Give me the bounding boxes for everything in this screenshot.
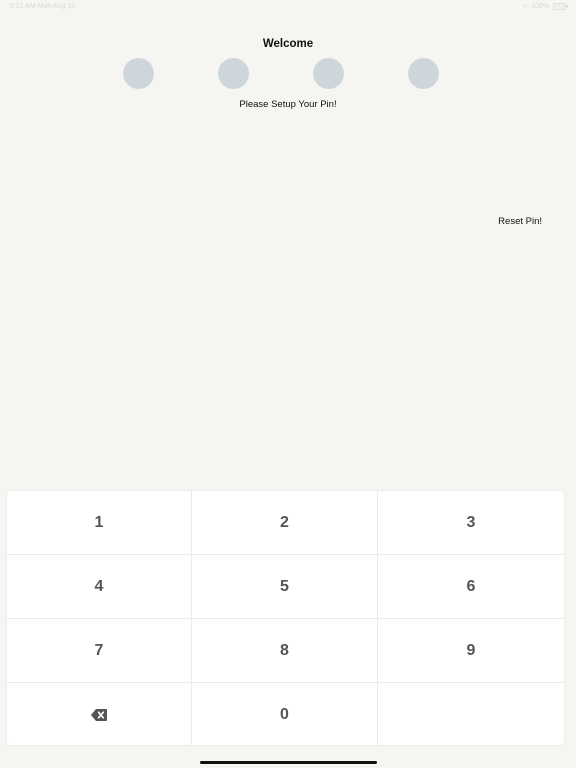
key-2[interactable]: 2 <box>192 491 377 554</box>
key-8[interactable]: 8 <box>192 619 377 682</box>
setup-prompt: Please Setup Your Pin! <box>239 99 337 110</box>
backspace-icon <box>91 709 107 721</box>
status-right-group <box>523 3 566 10</box>
pin-dot-2 <box>218 58 249 89</box>
key-5[interactable]: 5 <box>192 555 377 618</box>
status-time-date: 9:21 AM Mon Aug 19 <box>10 3 75 10</box>
wifi-icon: ≈ <box>523 3 528 10</box>
home-indicator[interactable] <box>200 761 377 764</box>
key-7[interactable]: 7 <box>7 619 191 682</box>
battery-icon <box>553 3 566 10</box>
empty-key <box>378 683 564 745</box>
key-1[interactable]: 1 <box>7 491 191 554</box>
numeric-keypad <box>7 491 564 745</box>
pin-dot-1 <box>123 58 154 89</box>
pin-dot-3 <box>313 58 344 89</box>
pin-dot-4 <box>408 58 439 89</box>
key-9[interactable]: 9 <box>378 619 564 682</box>
key-6[interactable]: 6 <box>378 555 564 618</box>
battery-percent: 100% <box>531 3 549 10</box>
key-4[interactable]: 4 <box>7 555 191 618</box>
status-bar <box>0 0 576 14</box>
key-0[interactable]: 0 <box>192 683 377 745</box>
page-title: Welcome <box>262 38 314 50</box>
key-3[interactable]: 3 <box>378 491 564 554</box>
reset-pin-button[interactable]: Reset Pin! <box>498 216 542 227</box>
backspace-key[interactable] <box>7 683 191 745</box>
